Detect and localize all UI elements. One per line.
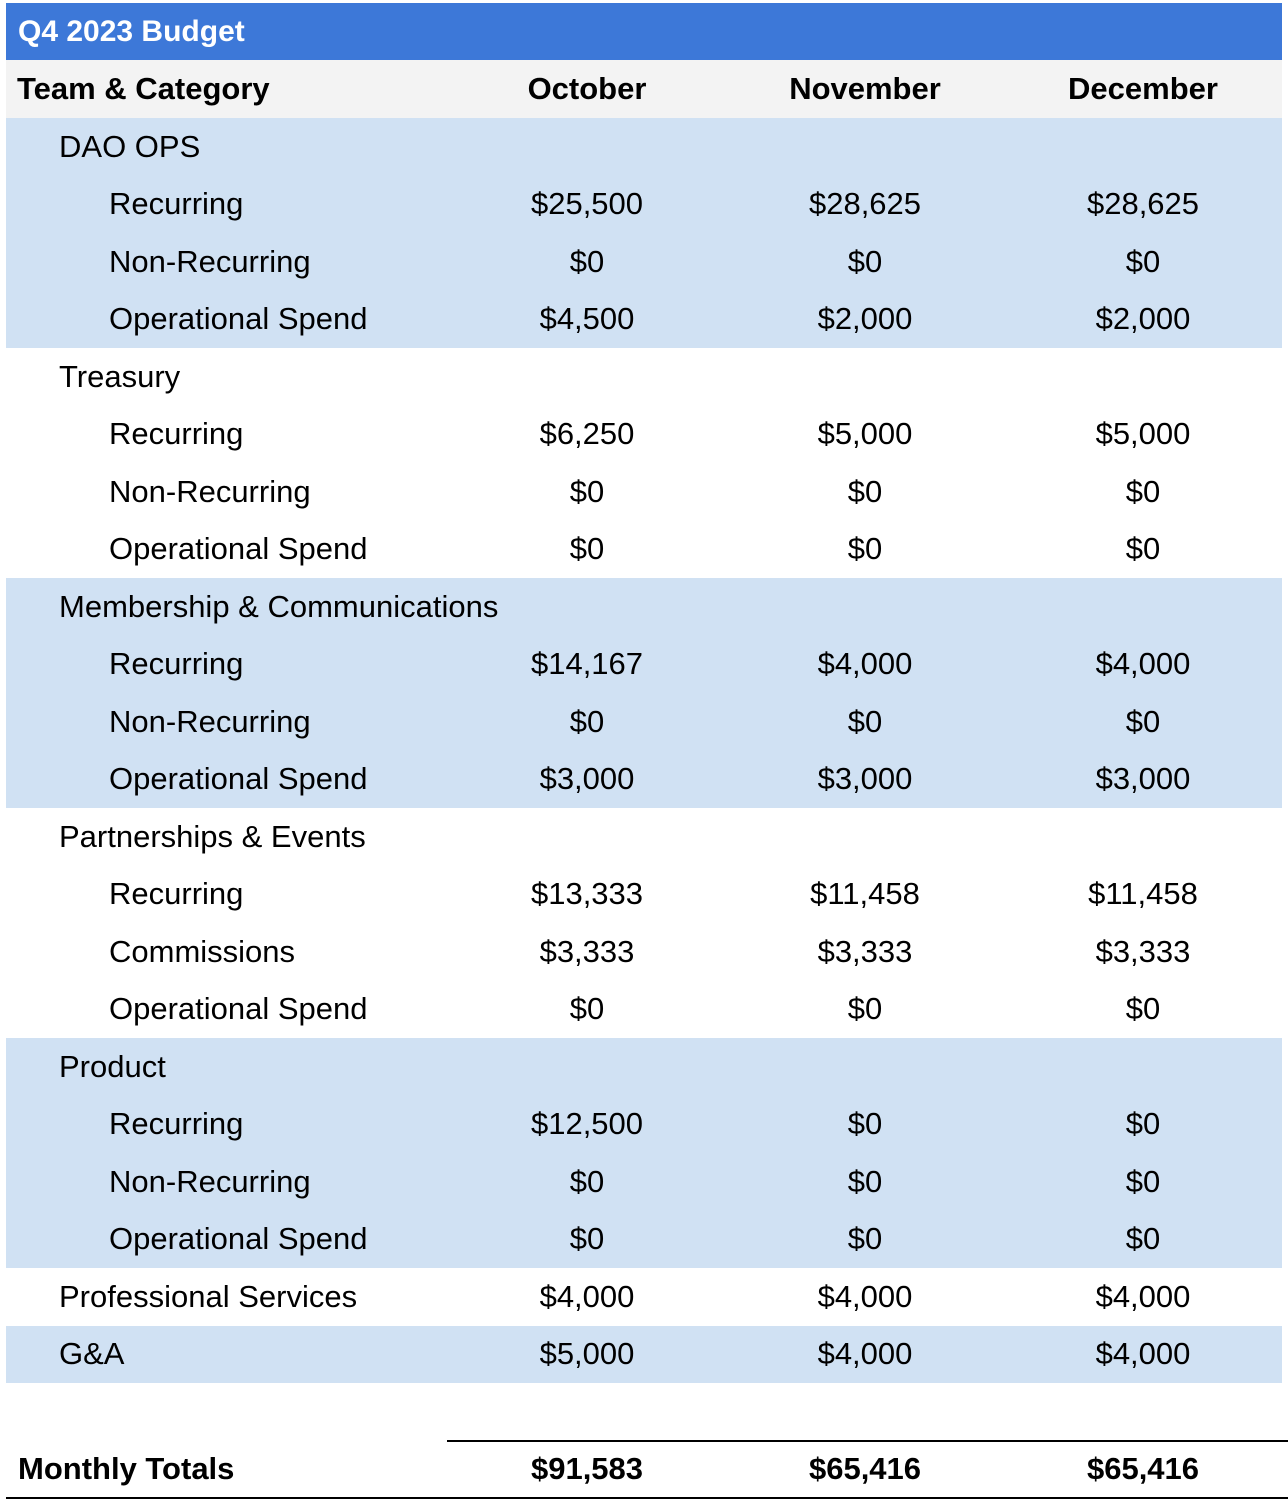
table-row: [6, 1096, 1282, 1154]
cell-november: $0: [847, 1106, 883, 1142]
team-row-partnerships-events: [6, 808, 1282, 866]
cell-december: $4,000: [1095, 646, 1191, 682]
cell-november: $4,000: [817, 646, 913, 682]
table-row: [6, 233, 1282, 291]
team-label: Treasury: [59, 358, 181, 394]
cell-december: $3,333: [1095, 933, 1191, 969]
team-label: Professional Services: [59, 1278, 358, 1314]
cell-november: $3,000: [817, 761, 913, 797]
sheet-title: Q4 2023 Budget: [6, 3, 1282, 60]
cell-october: $13,333: [530, 876, 644, 912]
totals-label: Monthly Totals: [18, 1450, 235, 1486]
table-row: [6, 866, 1282, 924]
table-row: [6, 406, 1282, 464]
cell-october: $0: [569, 531, 605, 567]
cell-november: $0: [847, 473, 883, 509]
category-label: Recurring: [109, 416, 244, 452]
cell-december: $5,000: [1095, 416, 1191, 452]
cell-october: $0: [569, 991, 605, 1027]
cell-october: $14,167: [530, 646, 644, 682]
cell-november: $0: [847, 531, 883, 567]
category-label: Operational Spend: [109, 531, 368, 567]
cell-october: $4,000: [539, 1278, 635, 1314]
team-label: Partnerships & Events: [59, 818, 366, 854]
team-label: G&A: [59, 1336, 125, 1372]
team-row-professional-services: [6, 1268, 1282, 1326]
total-december: $65,416: [1086, 1450, 1200, 1486]
table-row: [6, 981, 1282, 1039]
team-row-dao-ops: [6, 118, 1282, 176]
monthly-totals-row: [6, 1440, 1282, 1497]
cell-october: $6,250: [539, 416, 635, 452]
category-label: Operational Spend: [109, 1221, 368, 1257]
category-label: Non-Recurring: [109, 473, 311, 509]
cell-november: $4,000: [817, 1278, 913, 1314]
header-december: December: [1068, 71, 1218, 106]
category-label: Recurring: [109, 186, 244, 222]
cell-november: $0: [847, 703, 883, 739]
cell-december: $0: [1125, 243, 1161, 279]
cell-october: $3,333: [539, 933, 635, 969]
cell-october: $12,500: [530, 1106, 644, 1142]
category-label: Operational Spend: [109, 301, 368, 337]
cell-october: $25,500: [530, 186, 644, 222]
total-october: $91,583: [530, 1450, 644, 1486]
header-november: November: [789, 71, 941, 106]
cell-november: $4,000: [817, 1336, 913, 1372]
header-team-category: Team & Category: [17, 71, 270, 106]
cell-december: $4,000: [1095, 1336, 1191, 1372]
table-row: [6, 1153, 1282, 1211]
table-row: [6, 1211, 1282, 1269]
category-label: Recurring: [109, 876, 244, 912]
category-label: Commissions: [109, 933, 296, 969]
cell-december: $11,458: [1088, 876, 1198, 912]
cell-december: $3,000: [1095, 761, 1191, 797]
cell-november: $0: [847, 1221, 883, 1257]
cell-october: $0: [569, 473, 605, 509]
cell-december: $28,625: [1086, 186, 1200, 222]
cell-december: $4,000: [1095, 1278, 1191, 1314]
cell-october: $5,000: [539, 1336, 635, 1372]
table-row: [6, 521, 1282, 579]
category-label: Recurring: [109, 646, 244, 682]
cell-december: $0: [1125, 473, 1161, 509]
team-label: Membership & Communications: [59, 588, 499, 624]
cell-november: $28,625: [808, 186, 922, 222]
category-label: Recurring: [109, 1106, 244, 1142]
cell-october: $0: [569, 1163, 605, 1199]
cell-november: $3,333: [817, 933, 913, 969]
cell-october: $0: [569, 703, 605, 739]
column-header-row: [6, 60, 1282, 118]
cell-december: $0: [1125, 1221, 1161, 1257]
budget-sheet: [6, 3, 1282, 1497]
totals-top-border: [447, 1440, 1288, 1442]
team-row-treasury: [6, 348, 1282, 406]
team-label: DAO OPS: [59, 128, 201, 164]
cell-december: $0: [1125, 1163, 1161, 1199]
cell-december: $2,000: [1095, 301, 1191, 337]
team-row-g-and-a: [6, 1326, 1282, 1384]
cell-december: $0: [1125, 703, 1161, 739]
category-label: Operational Spend: [109, 991, 368, 1027]
table-row: [6, 923, 1282, 981]
cell-october: $0: [569, 243, 605, 279]
cell-december: $0: [1125, 531, 1161, 567]
cell-november: $0: [847, 1163, 883, 1199]
cell-december: $0: [1125, 991, 1161, 1027]
category-label: Non-Recurring: [109, 1163, 311, 1199]
category-label: Non-Recurring: [109, 703, 311, 739]
cell-october: $4,500: [539, 301, 635, 337]
table-row: [6, 693, 1282, 751]
total-november: $65,416: [808, 1450, 922, 1486]
table-row: [6, 463, 1282, 521]
team-row-product: [6, 1038, 1282, 1096]
table-row: [6, 636, 1282, 694]
cell-december: $0: [1125, 1106, 1161, 1142]
category-label: Operational Spend: [109, 761, 368, 797]
spacer-row: [6, 1383, 1282, 1440]
team-row-membership-communications: [6, 578, 1282, 636]
cell-november: $5,000: [817, 416, 913, 452]
cell-october: $3,000: [539, 761, 635, 797]
cell-november: $0: [847, 243, 883, 279]
cell-october: $0: [569, 1221, 605, 1257]
table-row: [6, 291, 1282, 349]
cell-november: $2,000: [817, 301, 913, 337]
category-label: Non-Recurring: [109, 243, 311, 279]
cell-november: $11,458: [810, 876, 920, 912]
table-row: [6, 176, 1282, 234]
table-row: [6, 751, 1282, 809]
header-october: October: [527, 71, 647, 106]
team-label: Product: [59, 1048, 166, 1084]
totals-bottom-border: [6, 1497, 1288, 1499]
cell-november: $0: [847, 991, 883, 1027]
